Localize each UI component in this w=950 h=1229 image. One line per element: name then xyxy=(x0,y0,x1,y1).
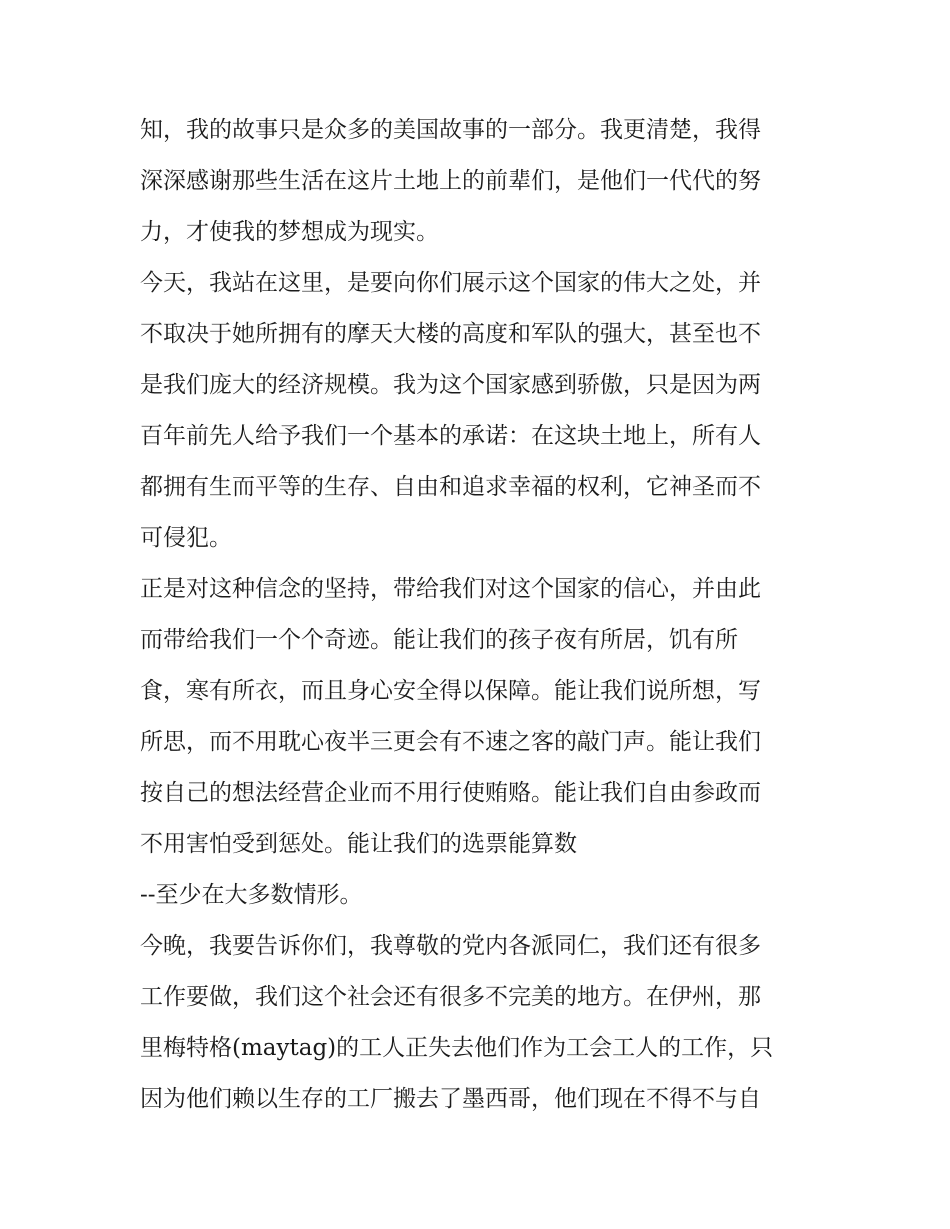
text-line: 工作要做，我们这个社会还有很多不完美的地方。在伊州，那 xyxy=(140,984,761,1010)
text-line: 深深感谢那些生活在这片土地上的前辈们，是他们一代代的努 xyxy=(140,168,761,194)
text-line: 不取决于她所拥有的摩天大楼的高度和军队的强大，甚至也不 xyxy=(140,321,761,347)
text-line: 正是对这种信念的坚持，带给我们对这个国家的信心，并由此 xyxy=(140,576,761,602)
text-line: 不用害怕受到惩处。能让我们的选票能算数 xyxy=(140,831,577,857)
text-line: 是我们庞大的经济规模。我为这个国家感到骄傲，只是因为两 xyxy=(140,372,761,398)
speech-text-body xyxy=(140,107,820,1127)
text-line: 里梅特格(maytag)的工人正失去他们作为工会工人的工作，只 xyxy=(140,1035,774,1061)
text-line: 百年前先人给予我们一个基本的承诺：在这块土地上，所有人 xyxy=(140,423,761,449)
text-line: --至少在大多数情形。 xyxy=(140,882,363,908)
text-line: 食，寒有所衣，而且身心安全得以保障。能让我们说所想，写 xyxy=(140,678,761,704)
text-line: 而带给我们一个个奇迹。能让我们的孩子夜有所居，饥有所 xyxy=(140,627,738,653)
text-line: 都拥有生而平等的生存、自由和追求幸福的权利，它神圣而不 xyxy=(140,474,761,500)
text-line: 因为他们赖以生存的工厂搬去了墨西哥，他们现在不得不与自 xyxy=(140,1086,761,1112)
text-line: 可侵犯。 xyxy=(140,525,232,551)
text-line: 知，我的故事只是众多的美国故事的一部分。我更清楚，我得 xyxy=(140,117,761,143)
text-line: 所思，而不用耽心夜半三更会有不速之客的敲门声。能让我们 xyxy=(140,729,761,755)
text-line: 力，才使我的梦想成为现实。 xyxy=(140,219,439,245)
text-line: 按自己的想法经营企业而不用行使贿赂。能让我们自由参政而 xyxy=(140,780,761,806)
text-line: 今晚，我要告诉你们，我尊敬的党内各派同仁，我们还有很多 xyxy=(140,933,761,959)
text-line: 今天，我站在这里，是要向你们展示这个国家的伟大之处，并 xyxy=(140,270,761,296)
